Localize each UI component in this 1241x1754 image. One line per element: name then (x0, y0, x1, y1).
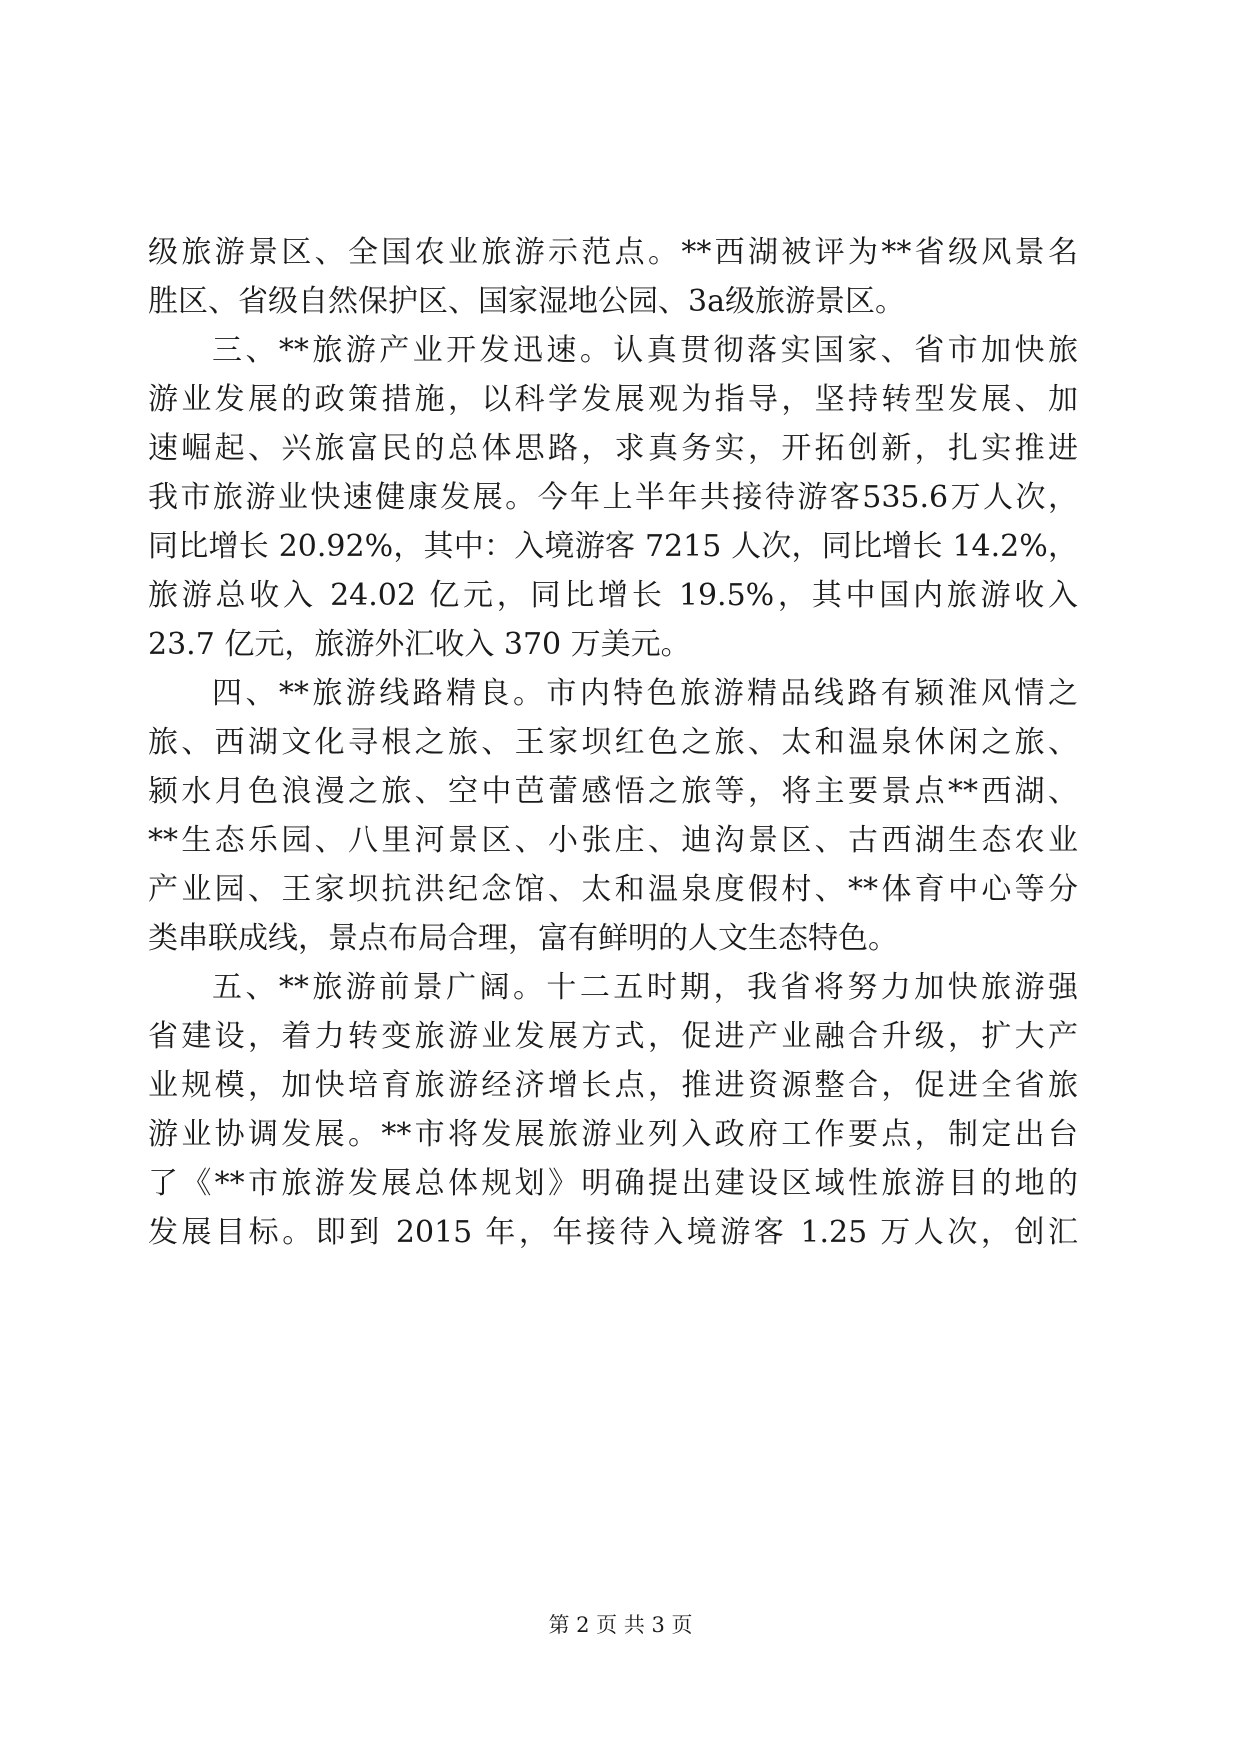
paragraph-first-line: 三、**旅游产业开发迅速。认真贯彻落实国家、省市加快旅 (212, 333, 1078, 368)
text-line: 23.7 亿元，旅游外汇收入 370 万美元。 (148, 627, 691, 662)
text-line: 级旅游景区、全国农业旅游示范点。**西湖被评为**省级风景名 (148, 235, 1078, 270)
text-line: 速崛起、兴旅富民的总体思路，求真务实，开拓创新，扎实推进 (148, 431, 1078, 466)
text-line: **生态乐园、八里河景区、小张庄、迪沟景区、古西湖生态农业 (148, 823, 1078, 858)
text-line: 类串联成线，景点布局合理，富有鲜明的人文生态特色。 (148, 921, 898, 956)
text-line: 省建设，着力转变旅游业发展方式，促进产业融合升级，扩大产 (148, 1019, 1078, 1054)
text-line: 旅游总收入 24.02 亿元，同比增长 19.5%，其中国内旅游收入 (148, 578, 1078, 613)
text-line: 发展目标。即到 2015 年，年接待入境游客 1.25 万人次，创汇 (148, 1215, 1078, 1250)
page-number-footer: 第 2 页 共 3 页 (548, 1613, 693, 1637)
paragraph-first-line: 四、**旅游线路精良。市内特色旅游精品线路有颍淮风情之 (212, 676, 1078, 711)
text-line: 我市旅游业快速健康发展。今年上半年共接待游客535.6万人次， (148, 480, 1078, 515)
text-line: 颍水月色浪漫之旅、空中芭蕾感悟之旅等，将主要景点**西湖、 (148, 774, 1078, 809)
text-line: 同比增长 20.92%，其中：入境游客 7215 人次，同比增长 14.2%， (148, 529, 1078, 564)
text-line: 游业发展的政策措施，以科学发展观为指导，坚持转型发展、加 (148, 382, 1078, 417)
text-line: 游业协调发展。**市将发展旅游业列入政府工作要点，制定出台 (148, 1117, 1078, 1152)
text-line: 了《**市旅游发展总体规划》明确提出建设区域性旅游目的地的 (148, 1166, 1078, 1201)
text-line: 业规模，加快培育旅游经济增长点，推进资源整合，促进全省旅 (148, 1068, 1078, 1103)
paragraph-first-line: 五、**旅游前景广阔。十二五时期，我省将努力加快旅游强 (212, 970, 1078, 1005)
text-line: 旅、西湖文化寻根之旅、王家坝红色之旅、太和温泉休闲之旅、 (148, 725, 1078, 760)
text-line: 胜区、省级自然保护区、国家湿地公园、3a级旅游景区。 (148, 284, 905, 319)
body-text (148, 228, 1078, 1257)
text-line: 产业园、王家坝抗洪纪念馆、太和温泉度假村、**体育中心等分 (148, 872, 1078, 907)
